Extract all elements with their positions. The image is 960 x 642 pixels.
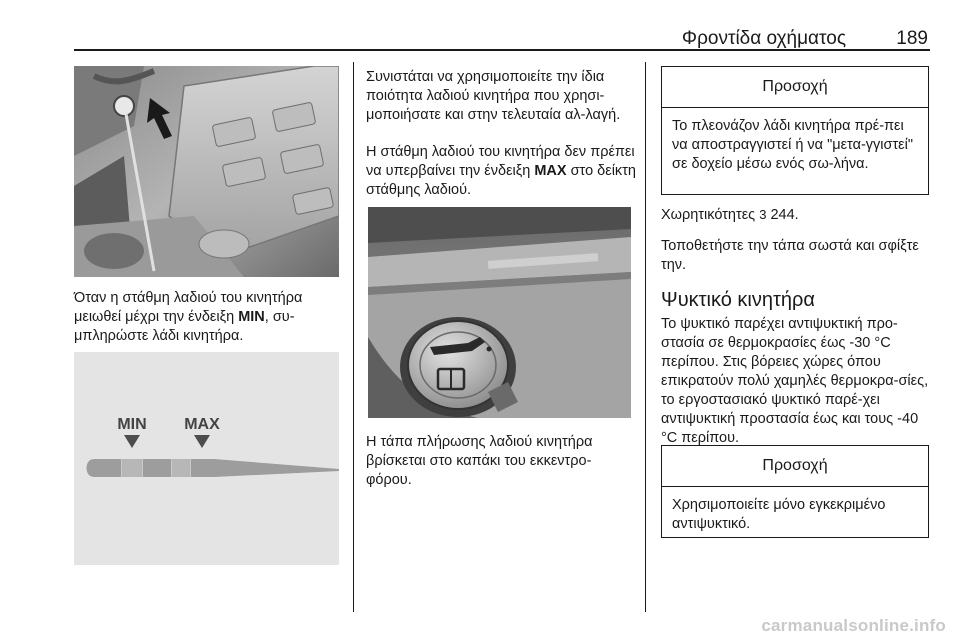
dipstick-diagram [74,352,339,565]
coolant-section-heading: Ψυκτικό κινητήρα [661,289,815,311]
caution-box-excess-oil [661,66,929,195]
caution-box-approved-coolant [661,445,929,538]
header-rule [74,49,930,51]
max-mark-label: MAX [534,163,567,179]
column-divider-right [645,62,646,612]
engine-dipstick-photo [74,66,339,277]
min-mark-label: MIN [238,309,265,325]
page-reference-icon: 3 [759,207,767,222]
install-cap-instruction: Τοποθετήστε την τάπα σωστά και σφίξτε την. [661,238,919,273]
site-watermark: carmanualsonline.info [761,616,946,635]
page-number: 189 [896,28,928,49]
caution-body: Το πλεονάζον λάδι κινητήρα πρέ-πει να αποστραγγιστεί ή να "μετα-γγιστεί" σε δοχείο μέσω ενός σω-λήνα. [672,118,914,172]
max-marker-triangle [194,435,210,448]
min-marker-triangle [124,435,140,448]
same-oil-recommendation: Συνιστάται να χρησιμοποιείτε την ίδια ποιότητα λαδιού κινητήρα που χρησι-μοποιήσατε και στην τελευταία αλ-λαγή. [366,69,621,123]
capacities-reference: Χωρητικότητες 3 244. [661,207,799,223]
dipstick-marks-illustration [74,352,339,565]
caution-title: Προσοχή [662,446,928,487]
coolant-description: Το ψυκτικό παρέχει αντιψυκτική προ-στασία σε θερμοκρασίες έως -30 °C περίπου. Στις βόρειες χώρες όπου επικρατούν πολύ χαμηλές θερμοκρα-σίες, το εργοστασιακό ψυκτικό παρέ-χει αντιψυκτική προστασία έως και τους -40 °C περίπου. [661,316,929,446]
oil-level-max-paragraph: Η στάθμη λαδιού του κινητήρα δεν πρέπει να υπερβαίνει την ένδειξη MAX στο δείκτη στάθμης λαδιού. [366,144,636,198]
dipstick-max-label: MAX [184,416,220,433]
oil-filler-cap-illustration [368,207,631,418]
caution-title: Προσοχή [662,67,928,108]
oil-level-min-paragraph: Όταν η στάθμη λαδιού του κινητήρα μειωθεί μέχρι την ένδειξη MIN, συ-μπληρώστε λάδι κινητήρα. [74,290,303,344]
running-header-title: Φροντίδα οχήματος [681,28,846,49]
column-divider-left [353,62,354,612]
oil-filler-cap-location: Η τάπα πλήρωσης λαδιού κινητήρα βρίσκεται στο καπάκι του εκκεντρο-φόρου. [366,434,593,488]
oil-filler-cap-photo [368,207,631,418]
page-reference-link[interactable]: 244. [770,207,799,223]
dipstick-min-label: MIN [117,416,147,433]
caution-body: Χρησιμοποιείτε μόνο εγκεκριμένο αντιψυκτικό. [672,497,886,532]
engine-dipstick-illustration [74,66,339,277]
